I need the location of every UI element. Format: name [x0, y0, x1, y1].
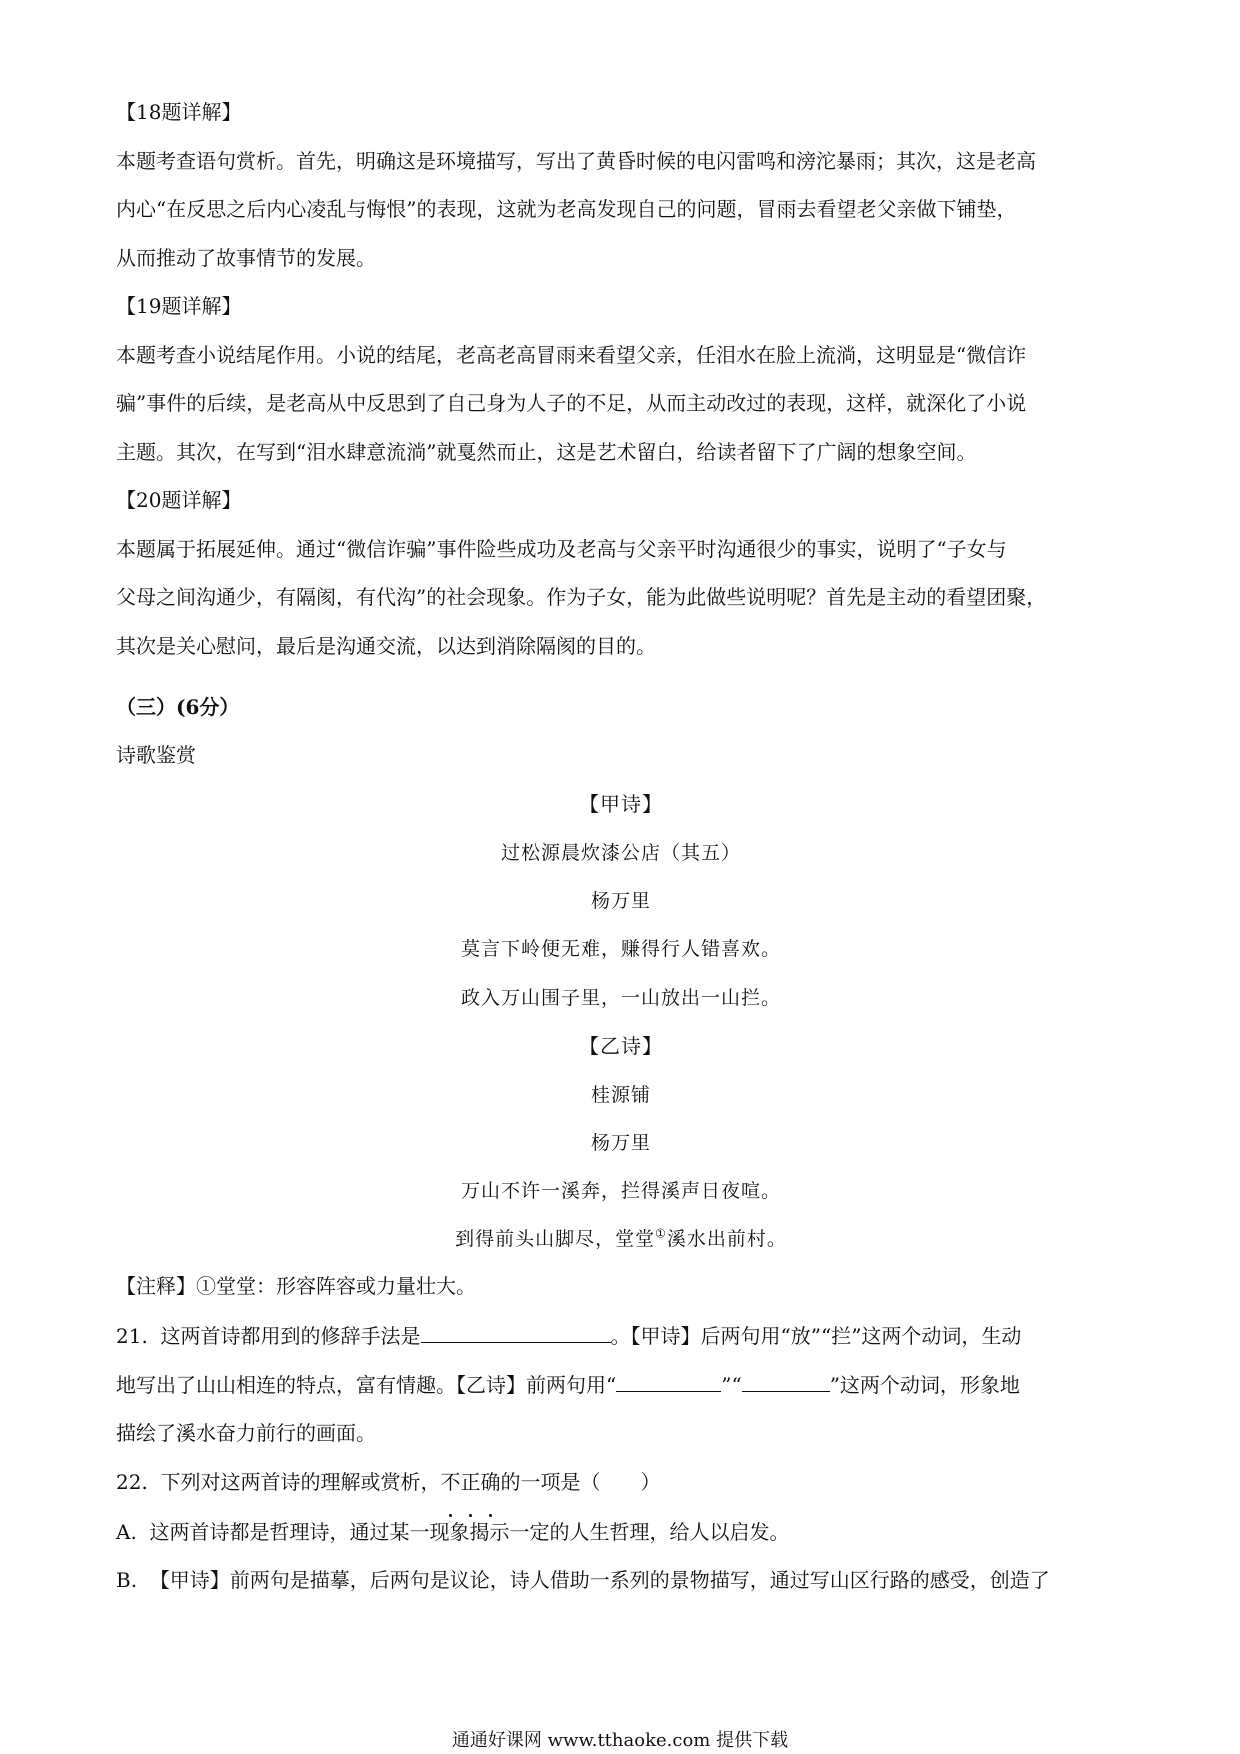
- question-text: ”“: [721, 1372, 742, 1397]
- option-b[interactable]: [116, 1556, 1126, 1605]
- emphasis-char: 不: [441, 1458, 461, 1507]
- emphasis-char: 正: [461, 1458, 481, 1507]
- option-a[interactable]: [116, 1508, 1126, 1557]
- analysis-line: 从而推动了故事情节的发展。: [116, 245, 376, 270]
- analysis-19: [116, 282, 1126, 476]
- question-number: 22.: [116, 1470, 148, 1494]
- answer-blank[interactable]: [742, 1371, 830, 1392]
- poem-b-line: [116, 1224, 1126, 1251]
- poem-a-author: 杨万里: [590, 890, 651, 912]
- poem-b-title: 桂源铺: [590, 1084, 651, 1106]
- poem-a-title: 过松源晨炊漆公店（其五）: [500, 842, 741, 864]
- question-text: 。【甲诗】后两句用“放”“拦”这两个动词，生动: [610, 1324, 1022, 1348]
- analysis-line: 主题。其次，在写到“泪水肆意流淌”就戛然而止，这是艺术留白，给读者留下了广阔的想象空间。: [116, 439, 977, 464]
- question-line: 描绘了溪水奋力前行的画面。: [116, 1421, 376, 1445]
- section-subtitle: [116, 731, 1126, 780]
- option-line: [116, 1508, 1126, 1557]
- poem-a-line: 莫言下岭便无难，赚得行人错喜欢。: [460, 938, 781, 960]
- poem-b-line-part: 到得前头山脚尽，堂堂: [455, 1228, 656, 1250]
- analysis-20: [116, 476, 1126, 670]
- analysis-18: [116, 88, 1126, 282]
- poem-a-line: 政入万山围子里，一山放出一山拦。: [460, 987, 781, 1009]
- poem-b-line-part: 溪水出前村。: [666, 1228, 787, 1250]
- answer-blank[interactable]: [616, 1371, 721, 1392]
- question-line: [116, 1312, 1126, 1361]
- section-heading: [116, 683, 1126, 732]
- question-text: 下列对这两首诗的理解或赏析，: [160, 1470, 441, 1494]
- answer-blank[interactable]: [421, 1322, 611, 1343]
- option-text: 【甲诗】前两句是描摹，后两句是议论，诗人借助一系列的景物描写，通过写山区行路的感受，创造了: [149, 1568, 1050, 1592]
- question-line: [116, 1361, 1126, 1410]
- poem-a-label: 【甲诗】: [579, 792, 663, 816]
- poem-b-label: 【乙诗】: [579, 1034, 663, 1058]
- question-22: [116, 1458, 1126, 1507]
- section-subtitle-text: 诗歌鉴赏: [116, 743, 196, 767]
- footnote-marker: ①: [655, 1226, 667, 1241]
- option-line: [116, 1556, 1126, 1605]
- analysis-line: 本题考查语句赏析。首先，明确这是环境描写，写出了黄昏时候的电闪雷鸣和滂沱暴雨；其次，这是老高: [116, 148, 1036, 173]
- note-text: 【注释】①堂堂：形容阵容或力量壮大。: [116, 1274, 476, 1298]
- analysis-line: 内心“在反思之后内心凌乱与悔恨”的表现，这就为老高发现自己的问题，冒雨去看望老父亲做下铺垫，: [116, 197, 1017, 221]
- analysis-line: 其次是关心慰问，最后是沟通交流，以达到消除隔阂的目的。: [116, 633, 656, 658]
- analysis-title: 【18题详解】: [116, 100, 242, 124]
- question-text: 的一项是（ ）: [500, 1470, 661, 1494]
- section-heading-text: （三）(6分）: [116, 695, 240, 719]
- emphasis-char: 确: [481, 1458, 501, 1507]
- analysis-line: 本题考查小说结尾作用。小说的结尾，老高老高冒雨来看望父亲，任泪水在脸上流淌，这明显是“微信诈: [116, 342, 1027, 367]
- question-21: [116, 1312, 1126, 1458]
- footer-watermark: 通通好课网 www.tthaoke.com 提供下载: [451, 1730, 789, 1751]
- note: [116, 1262, 1126, 1311]
- analysis-line: 骗”事件的后续，是老高从中反思到了自己身为人子的不足，从而主动改过的表现，这样，就深化了小说: [116, 391, 1027, 415]
- question-text: 地写出了山山相连的特点，富有情趣。【乙诗】前两句用“: [116, 1372, 617, 1397]
- analysis-line: 本题属于拓展延伸。通过“微信诈骗”事件险些成功及老高与父亲平时沟通很少的事实，说明了“子女与: [116, 536, 1007, 561]
- poem-b-author: 杨万里: [590, 1132, 651, 1154]
- question-text: 这两首诗都用到的修辞手法是: [160, 1324, 421, 1348]
- question-text: ”这两个动词，形象地: [829, 1372, 1020, 1397]
- option-text: 这两首诗都是哲理诗，通过某一现象揭示一定的人生哲理，给人以启发。: [149, 1520, 790, 1544]
- analysis-line: 父母之间沟通少，有隔阂，有代沟”的社会现象。作为子女，能为此做些说明呢？首先是主动的看望团聚，: [116, 585, 1047, 609]
- analysis-title: 【20题详解】: [116, 488, 242, 512]
- option-label: B.: [116, 1568, 138, 1592]
- option-label: A.: [116, 1520, 137, 1544]
- question-number: 21.: [116, 1324, 148, 1348]
- analysis-title: 【19题详解】: [116, 294, 242, 318]
- poem-b-line: 万山不许一溪奔，拦得溪声日夜喧。: [460, 1180, 781, 1202]
- question-line: [116, 1458, 1126, 1507]
